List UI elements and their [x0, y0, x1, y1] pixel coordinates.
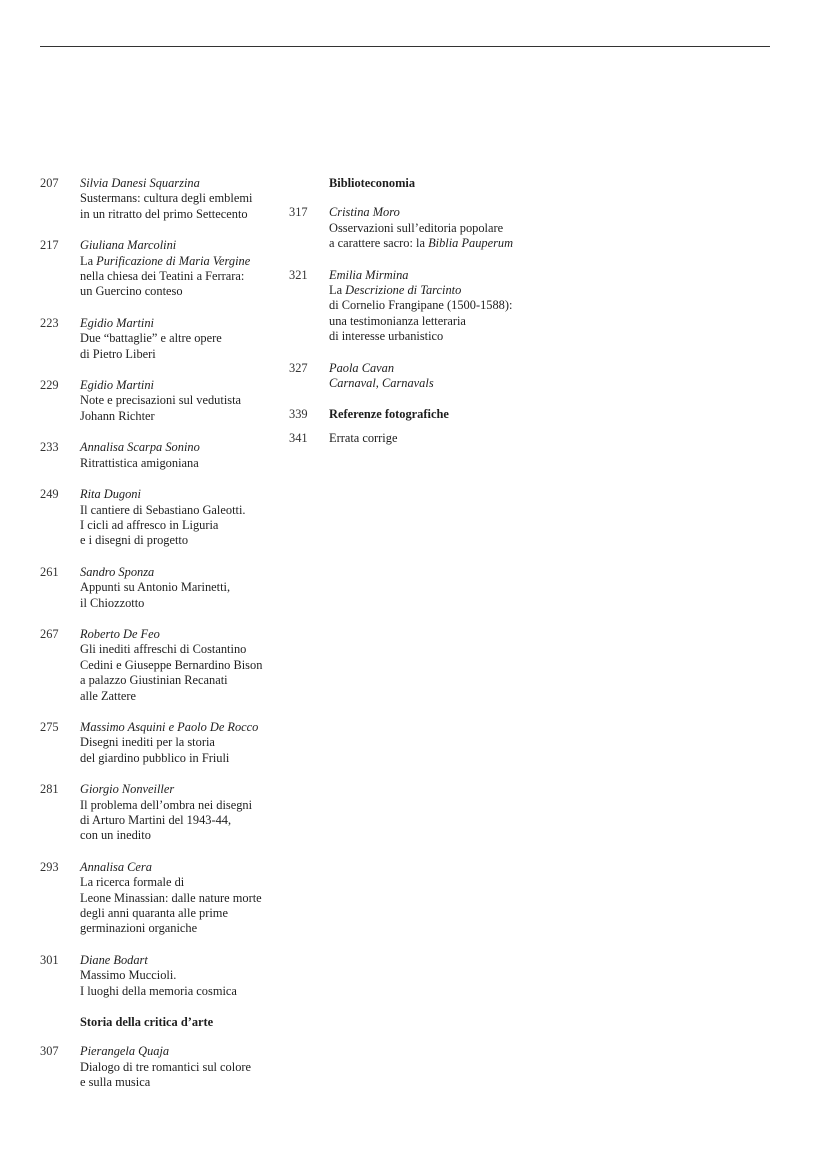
author-name: Roberto De Feo: [80, 626, 160, 641]
author-name: Egidio Martini: [80, 378, 154, 393]
page-number: 301: [40, 952, 59, 967]
article-title-line: di Pietro Liberi: [80, 346, 156, 361]
page-number: 261: [40, 564, 59, 579]
page-number: 223: [40, 315, 59, 330]
page-number: 217: [40, 238, 59, 253]
author-name: Diane Bodart: [80, 952, 148, 967]
toc-entry: [40, 487, 285, 549]
entry-body: [80, 378, 285, 424]
article-title-line: Carnaval, Carnavals: [329, 376, 434, 391]
page-number: 339: [289, 407, 308, 422]
author-name: Rita Dugoni: [80, 487, 141, 502]
toc-entry: [289, 268, 549, 345]
article-title-line: I luoghi della memoria cosmica: [80, 983, 237, 998]
toc-entry: [40, 782, 285, 844]
entry-body: [80, 860, 285, 937]
article-title-line: una testimonianza letteraria: [329, 313, 466, 328]
article-title-line: I cicli ad affresco in Liguria: [80, 517, 219, 532]
article-title-line: Dialogo di tre romantici sul colore: [80, 1059, 252, 1074]
entry-body: [80, 782, 285, 844]
entry-body: [329, 268, 549, 345]
entry-body: [80, 627, 285, 704]
article-title-line: di Cornelio Frangipane (1500-1588):: [329, 298, 513, 313]
article-title-line: Disegni inediti per la storia: [80, 735, 215, 750]
entry-body: [329, 205, 549, 251]
author-name: Giuliana Marcolini: [80, 238, 177, 253]
author-name: Sandro Sponza: [80, 564, 155, 579]
article-title-line: La Purificazione di Maria Vergine: [80, 253, 251, 268]
entry-title: Referenze fotografiche: [329, 407, 449, 422]
entry-body: [80, 487, 285, 549]
toc-entry: [289, 431, 549, 446]
article-title-line: con un inedito: [80, 828, 151, 843]
page-number: 327: [289, 360, 308, 375]
toc-entry: [289, 205, 549, 251]
author-name: Silvia Danesi Squarzina: [80, 176, 200, 190]
toc-entry: [40, 720, 285, 766]
article-title-line: Johann Richter: [80, 408, 155, 423]
article-title-line: e sulla musica: [80, 1075, 151, 1090]
entry-body: [80, 440, 285, 471]
page-number: 317: [289, 205, 308, 220]
page-number: 233: [40, 440, 59, 455]
toc-entry: [40, 316, 285, 362]
toc-entry: [40, 378, 285, 424]
page-number: 207: [40, 176, 59, 190]
page-number: 281: [40, 782, 59, 797]
author-name: Giorgio Nonveiller: [80, 782, 175, 797]
entry-body: [80, 565, 285, 611]
toc-entry: [40, 440, 285, 471]
author-name: Massimo Asquini e Paolo De Rocco: [80, 719, 259, 734]
page-number: 341: [289, 430, 308, 445]
article-title-line: Osservazioni sull’editoria popolare: [329, 220, 504, 235]
entry-body: [80, 176, 285, 222]
toc-entry: [40, 565, 285, 611]
entry-body: [80, 1044, 285, 1090]
toc-entry: [40, 238, 285, 300]
article-title-line: del giardino pubblico in Friuli: [80, 750, 230, 765]
article-title-line: Ritrattistica amigoniana: [80, 455, 199, 470]
article-title-line: Sustermans: cultura degli emblemi: [80, 191, 253, 206]
article-title-line: Cedini e Giuseppe Bernardino Bison: [80, 657, 263, 672]
page-number: 293: [40, 859, 59, 874]
article-title-line: Il problema dell’ombra nei disegni: [80, 797, 253, 812]
page-number: 321: [289, 267, 308, 282]
toc-entry: [289, 407, 549, 422]
article-title-line: La Descrizione di Tarcinto: [329, 283, 462, 298]
article-title-line: La ricerca formale di: [80, 875, 185, 890]
toc-entry: [40, 627, 285, 704]
article-title-line: Note e precisazioni sul vedutista: [80, 393, 242, 408]
entry-body: [80, 953, 285, 999]
section-heading-biblioteconomia: Biblioteconomia: [329, 176, 416, 190]
article-title-line: a carattere sacro: la Biblia Pauperum: [329, 236, 514, 251]
author-name: Pierangela Quaja: [80, 1044, 170, 1059]
author-name: Annalisa Scarpa Sonino: [80, 440, 200, 455]
entry-body: [80, 720, 285, 766]
toc-entry: [40, 1044, 285, 1090]
article-title-line: un Guercino conteso: [80, 284, 183, 299]
page-number: 275: [40, 719, 59, 734]
article-title-line: alle Zattere: [80, 688, 137, 703]
article-title-line: di interesse urbanistico: [329, 329, 444, 344]
section-heading-storia-critica: Storia della critica d’arte: [80, 1015, 214, 1030]
article-title-line: Leone Minassian: dalle nature morte: [80, 890, 262, 905]
page-number: 249: [40, 487, 59, 502]
page-number: 307: [40, 1044, 59, 1059]
author-name: Cristina Moro: [329, 205, 400, 220]
article-title-line: nella chiesa dei Teatini a Ferrara:: [80, 269, 245, 284]
author-name: Annalisa Cera: [80, 859, 152, 874]
article-title-line: di Arturo Martini del 1943-44,: [80, 813, 232, 827]
toc-entry: [40, 176, 285, 222]
article-title-line: Massimo Muccioli.: [80, 968, 177, 983]
article-title-line: Due “battaglie” e altre opere: [80, 331, 222, 346]
entry-body: [329, 361, 549, 392]
article-title-line: Il cantiere di Sebastiano Galeotti.: [80, 502, 246, 517]
author-name: Emilia Mirmina: [329, 267, 409, 282]
entry-body: [80, 238, 285, 300]
author-name: Egidio Martini: [80, 315, 154, 330]
entry-body: [80, 316, 285, 362]
toc-entry: [40, 860, 285, 937]
toc-entry: [289, 361, 549, 392]
author-name: Paola Cavan: [329, 360, 395, 375]
entry-title: Errata corrige: [329, 430, 398, 445]
article-title-line: degli anni quaranta alle prime: [80, 906, 228, 921]
article-title-line: e i disegni di progetto: [80, 533, 189, 548]
article-title-line: germinazioni organiche: [80, 921, 198, 936]
page-number: 267: [40, 626, 59, 641]
toc-entry: [40, 953, 285, 999]
article-title-line: Gli inediti affreschi di Costantino: [80, 642, 247, 657]
toc-right-column: [289, 176, 549, 454]
article-title-line: a palazzo Giustinian Recanati: [80, 673, 228, 688]
top-rule: [40, 46, 770, 47]
page-number: 229: [40, 378, 59, 393]
article-title-line: il Chiozzotto: [80, 595, 145, 610]
toc-left-column: [40, 176, 285, 1107]
article-title-line: Appunti su Antonio Marinetti,: [80, 580, 231, 595]
article-title-line: in un ritratto del primo Settecento: [80, 206, 248, 221]
